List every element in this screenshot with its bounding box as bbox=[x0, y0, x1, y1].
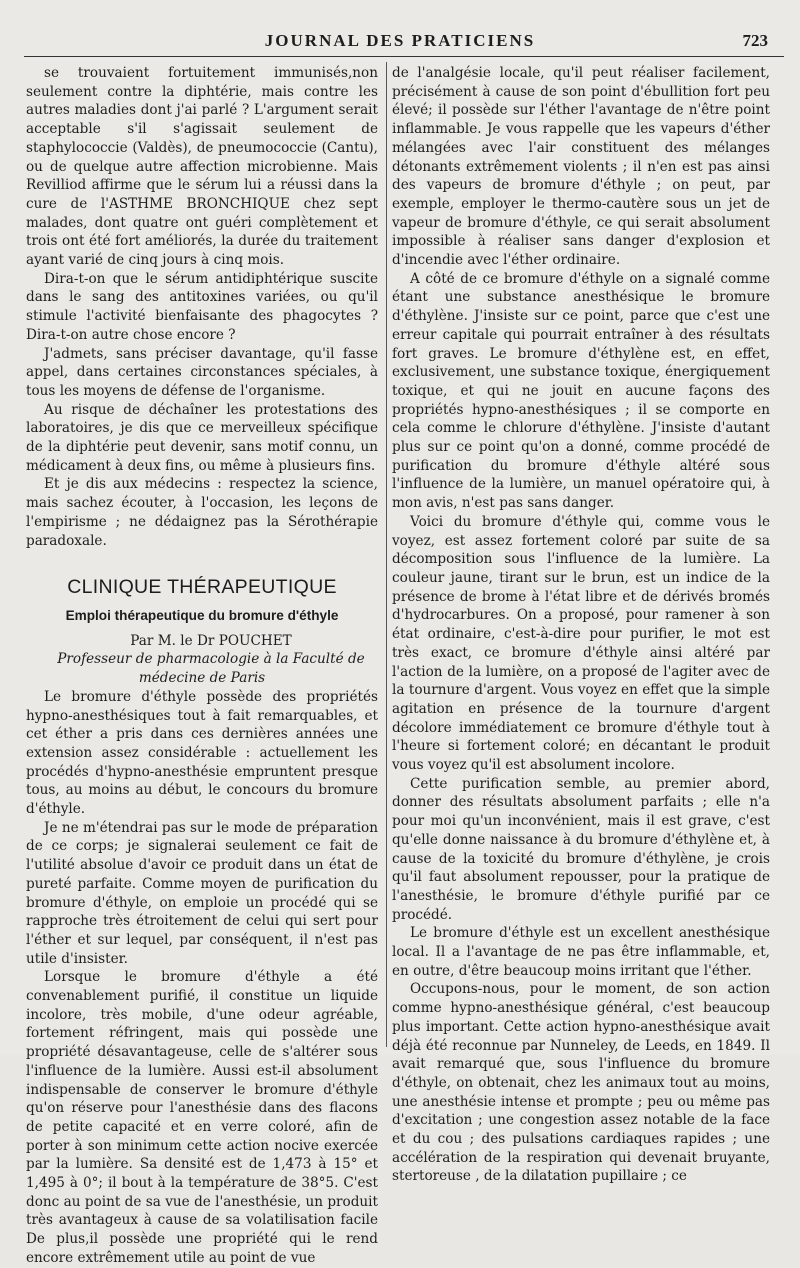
paragraph: J'admets, sans préciser davantage, qu'il fasse appel, dans certaines circonstances spéciales, à tous les moyens de défense de l'organisme. bbox=[26, 345, 378, 399]
paragraph: Le bromure d'éthyle possède des propriétés hypno-anesthésiques tout à fait remarquables, et cet éther a pris dans ces dernières années une extension assez considérable : actuellement les procédés d'hypno-anesthésie empruntent presque tous, au moins au début, le concours du bromure d'éthyle. bbox=[26, 688, 378, 818]
paragraph: Au risque de déchaîner les protestations des laboratoires, je dis que ce merveilleux spécifique de la diphtérie peut devenir, sans motif connu, un médicament à deux fins, ou même à plusieurs fins. bbox=[26, 401, 378, 474]
page-number: 723 bbox=[742, 31, 768, 50]
section-heading: CLINIQUE THÉRAPEUTIQUE bbox=[67, 576, 337, 599]
paragraph: Je ne m'étendrai pas sur le mode de préparation de ce corps; je signalerai seulement ce fait de l'utilité absolue d'avoir ce produit dans un état de pureté parfaite. Comme moyen de purification du bromure d'éthyle, on emploie un procédé qui se rapproche très étroitement de celui qui sert pour l'éther et sur lequel, par conséquent, il n'est pas utile d'insister. bbox=[26, 819, 378, 967]
paragraph: Cette purification semble, au premier abord, donner des résultats absolument parfaits ; elle n'a pour moi qu'un inconvénient, mais il est grave, c'est qu'elle donne naissance à du bromure d'éthylène et, à cause de la toxicité du bromure d'éthylène, je crois qu'il faut absolument repousser, pour la pratique de l'anesthésie, le bromure d'éthyle purifié par ce procédé. bbox=[392, 775, 770, 923]
running-header-title: JOURNAL DES PRATICIENS bbox=[264, 31, 536, 50]
author-affiliation: Professeur de pharmacologie à la Faculté de médecine de Paris bbox=[57, 651, 365, 687]
article-title: Emploi thérapeutique du bromure d'éthyle bbox=[65, 607, 339, 623]
left-column bbox=[26, 64, 378, 1266]
paragraph: Lorsque le bromure d'éthyle a été convenablement purifié, il constitue un liquide incolore, très mobile, d'une odeur agréable, fortement réfringent, mais qui possède une propriété désavantageuse, celle de s'altérer sous l'influence de la lumière. Aussi est-il absolument indispensable de conserver le bromure d'éthyle qu'on réserve pour l'anesthésie dans des flacons de petite capacité et en verre coloré, afin de porter à son minimum cette action nocive exercée par la lumière. Sa densité est de 1,473 à 15° et 1,495 à 0°; il bout à la température de 38°5. C'est donc au point de sa vue de l'anesthésie, un produit très avantageux à cause de sa volatilisation facile De plus,il possède une propriété qui le rend encore extrêmement utile au point de vue bbox=[26, 969, 378, 1266]
paragraph: Et je dis aux médecins : respectez la science, mais sachez écouter, à l'occasion, les leçons de l'empirisme ; ne dédaignez pas la Sérothérapie paradoxale. bbox=[26, 476, 378, 549]
paragraph: Dira-t-on que le sérum antidiphtérique suscite dans le sang des antitoxines variées, ou qu'il stimule l'activité bienfaisante des phagocytes ? Dira-t-on autre chose encore ? bbox=[26, 270, 378, 343]
paragraph: Occupons-nous, pour le moment, de son action comme hypno-anesthésique général, c'est beaucoup plus important. Cette action hypno-anesthésique avait déjà été reconnue par Nunneley, de Leeds, en 1849. Il avait remarqué que, sous l'influence du bromure d'éthyle, on obtenait, chez les animaux tout au moins, une anesthésie intense et prompte ; peu ou même pas d'excitation ; une congestion assez notable de la face et du cou ; des pulsations cardiaques rapides ; une accélération de la respiration qui devenait bruyante, stertoreuse , de la dilatation pupillaire ; ce bbox=[392, 981, 770, 1185]
paragraph: se trouvaient fortuitement immunisés,non seulement contre la diphtérie, mais contre les autres maladies dont j'ai parlé ? L'argument serait acceptable s'il s'agissait seulement de staphylococcie (Valdès), de pneumococcie (Cantu), ou de quelque autre affection microbienne. Mais Revilliod affirme que le sérum lui a réussi dans la cure de l'ASTHME BRONCHIQUE chez sept malades, dont quatre ont guéri complètement et trois ont été fort améliorés, la durée du traitement ayant varié de cinq jours à cinq mois. bbox=[26, 65, 378, 269]
column-divider bbox=[386, 62, 387, 1047]
byline: Par M. le Dr POUCHET bbox=[130, 632, 292, 649]
paragraph: Le bromure d'éthyle est un excellent anesthésique local. Il a l'avantage de ne pas être inflammable, et, en outre, d'être beaucoup moins irritant que l'éther. bbox=[392, 925, 770, 979]
paragraph: A côté de ce bromure d'éthyle on a signalé comme étant une substance anesthésique le bromure d'éthylène. J'insiste sur ce point, parce que c'est une erreur capitale qui pourrait entraîner à des résultats fort graves. Le bromure d'éthylène est, en effet, exclusivement, une substance toxique, énergiquement toxique, et qui ne jouit en aucune façons des propriétés hypno-anesthésiques ; il se comporte en cela comme le chlorure d'éthylène. J'insiste d'autant plus sur ce point qu'on a donné, comme procédé de purification du bromure d'éthyle altéré sous l'influence de la lumière, un manuel opératoire qui, à mon avis, n'est pas sans danger. bbox=[392, 270, 770, 512]
paragraph: de l'analgésie locale, qu'il peut réaliser facilement, précisément à cause de son point d'ébullition fort peu élevé; il possède sur l'éther l'avantage de n'être point inflammable. Je vous rappelle que les vapeurs d'éther mélangées avec l'air constituent des mélanges détonants extrêmement violents ; il n'en est pas ainsi des vapeurs de bromure d'éthyle ; on peut, par exemple, employer le thermo-cautère sous un jet de vapeur de bromure d'éthyle, ce qui serait absolument impossible à réaliser sans danger d'explosion et d'incendie avec l'éther ordinaire. bbox=[392, 65, 770, 269]
paragraph: Voici du bromure d'éthyle qui, comme vous le voyez, est assez fortement coloré par suite de sa décomposition sous l'influence de la lumière. La couleur jaune, tirant sur le brun, est un indice de la présence de brome à l'état libre et de dérivés bromés d'hydrocarbures. On a proposé, pour ramener à son état ordinaire, c'est-à-dire pour purifier, le mot est très exact, ce bromure d'éthyle ainsi altéré par l'action de la lumière, on a proposé de l'agiter avec de la tournure d'argent. Vous voyez en effet que la simple agitation en présence de la tournure d'argent décolore immédiatement ce bromure d'éthyle tout à l'heure si fortement coloré; en décantant le produit vous voyez qu'il est absolument incolore. bbox=[392, 513, 770, 774]
right-column bbox=[392, 64, 770, 1185]
header-rule bbox=[24, 56, 784, 57]
